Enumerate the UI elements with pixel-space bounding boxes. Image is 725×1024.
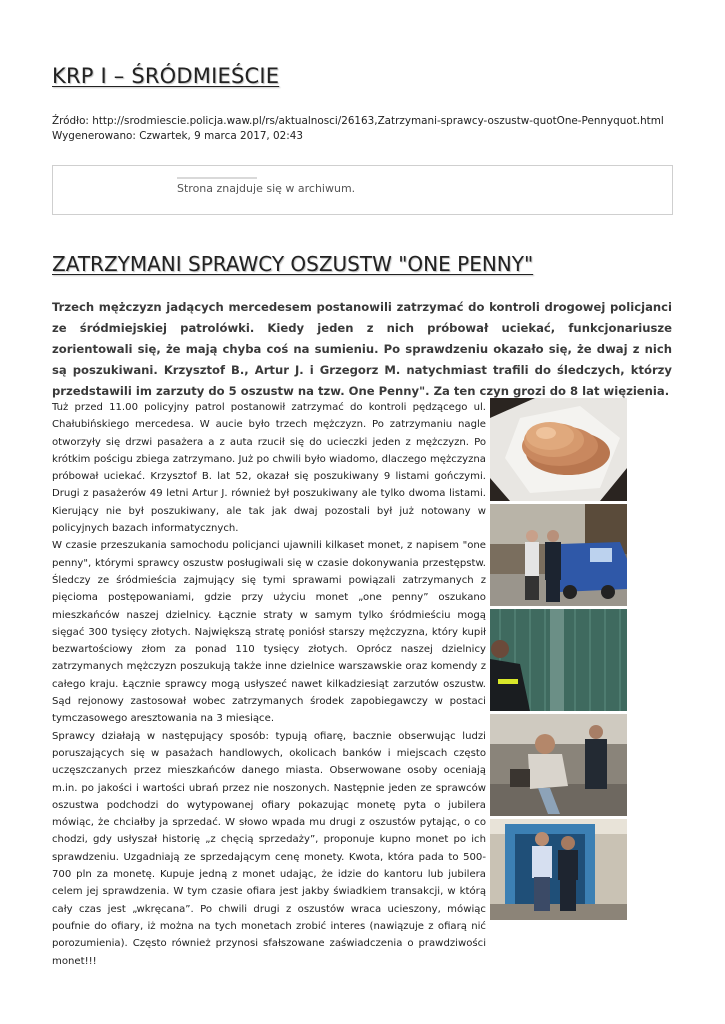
- article-paragraph-3: Sprawcy działają w następujący sposób: typują ofiarę, bacznie obserwując ludzi poruszających się w pasażach handlowych, okolicach banków i miejscach często uczęszczanych przez mieszkańców danego miasta. Obserwowane osoby oceniają m.in. po jakości i wartości ubrań przez nie noszonych. Następnie jeden ze sprawców oszustwa podchodzi do wytypowanej ofiary pokazując monetę pyta o jubilera mówiąc, że chciałby ja sprzedać. W słowo wpada mu drugi z oszustów pytając, o co chodzi, gdy usłyszał historię „z chęcią sprzedaży”, proponuje kupno monet po ich sprawdzeniu. Uzgadniają ze sprzedającym cenę monety. Kwota, która pada to 500-700 pln za monetę. Kupuje jedną z monet udając, że idzie do kantoru lub jubilera celem jej sprawdzenia. W tym czasie ofiara jest jakby świadkiem transakcji, w którą cały czas jest „wkręcana”. Po chwili drugi z oszustów wraca ucieszony, mówiąc poufnie do ofiary, iż można na tych monetach zrobić interes (nawiązuje z ofiarą nić porozumienia). Często również przynosi sfałszowane zaświadczenia o prawdziwości monet!!!: [52, 730, 486, 967]
- article-body: [52, 399, 486, 970]
- officer-at-fence-photo-icon: [490, 609, 627, 711]
- source-line: Źródło: http://srodmiescie.policja.waw.pl/rs/aktualnosci/26163,Zatrzymani-sprawcy-oszustw-quotOne-Pennyquot.html: [52, 115, 664, 127]
- article-lead: Trzech mężczyzn jadących mercedesem postanowili zatrzymać do kontroli drogowej policjanci ze śródmiejskiej patrolówki. Kiedy jeden z nich próbował uciekać, funkcjonariusze zorientowali się, że mają chyba coś na sumieniu. Po sprawdzeniu okazało się, że dwaj z nich są poszukiwani. Krzysztof B., Artur J. i Grzegorz M. natychmiast trafili do śledczych, którzy przedstawili im zarzuty do 5 oszustw na tzw. One Penny". Za ten czyn grozi do 8 lat więzienia.: [52, 300, 672, 398]
- detainee-seated-photo-icon: [490, 714, 627, 816]
- coins-photo-icon: [490, 398, 627, 501]
- arrest-by-van-photo-icon: [490, 504, 627, 606]
- document-meta: [52, 114, 664, 144]
- archive-notice-text: Strona znajduje się w archiwum.: [177, 182, 356, 195]
- generated-line: Wygenerowano: Czwartek, 9 marca 2017, 02:43: [52, 130, 303, 142]
- article-title: ZATRZYMANI SPRAWCY OSZUSTW "ONE PENNY": [52, 252, 534, 276]
- archive-notice-box: [52, 165, 673, 215]
- article-paragraph-2: W czasie przeszukania samochodu policjanci ujawnili kilkaset monet, z napisem "one penny", którymi sprawcy oszustw posługiwali się w czasie dokonywania przestępstw. Śledczy ze śródmieścia zajmujący się tymi sprawami powiązali zatrzymanych z pięcioma postępowaniami, gdzie przy użyciu monet „one penny” oszukano mieszkańców naszej dzielnicy. Łącznie straty w samym tylko śródmieściu mogą sięgać 300 tysięcy złotych. Największą stratę poniósł starszy mężczyzna, który kupił bezwartościowy złom za ponad 110 tysięcy złotych. Oprócz naszej dzielnicy zatrzymanych mężczyzn poszukują także inne dzielnice warszawskie oraz komendy z całego kraju. Łącznie sprawcy mogą usłyszeć nawet kilkadziesiąt zarzutów oszustw. Sąd rejonowy zastosował wobec zatrzymanych środek zapobiegawczy w postaci tymczasowego aresztowania na 3 miesiące.: [52, 540, 486, 725]
- escort-into-building-photo-icon: [490, 819, 627, 920]
- article-paragraph-1: Tuż przed 11.00 policyjny patrol postanowił zatrzymać do kontroli pędzącego ul. Chałubińskiego mercedesa. W aucie było trzech mężczyzn. Po zatrzymaniu nagle otworzyły się drzwi pasażera a z auta rzucił się do ucieczki jeden z mężczyzn. Po krótkim pościgu zbiega zatrzymano. Już po chwili było wiadomo, dlaczego mężczyzna próbował uciekać. Krzysztof B. lat 52, okazał się poszukiwany 9 listami gończymi. Drugi z pasażerów 49 letni Artur J. również był poszukiwany ale tylko dwoma listami. Kierujący nie był poszukiwany, ale tak jak dwaj pozostali był już notowany w policyjnych bazach informatycznych.: [52, 402, 486, 535]
- archive-notice-bar: [177, 177, 257, 179]
- site-title: KRP I – ŚRÓDMIEŚCIE: [52, 64, 280, 88]
